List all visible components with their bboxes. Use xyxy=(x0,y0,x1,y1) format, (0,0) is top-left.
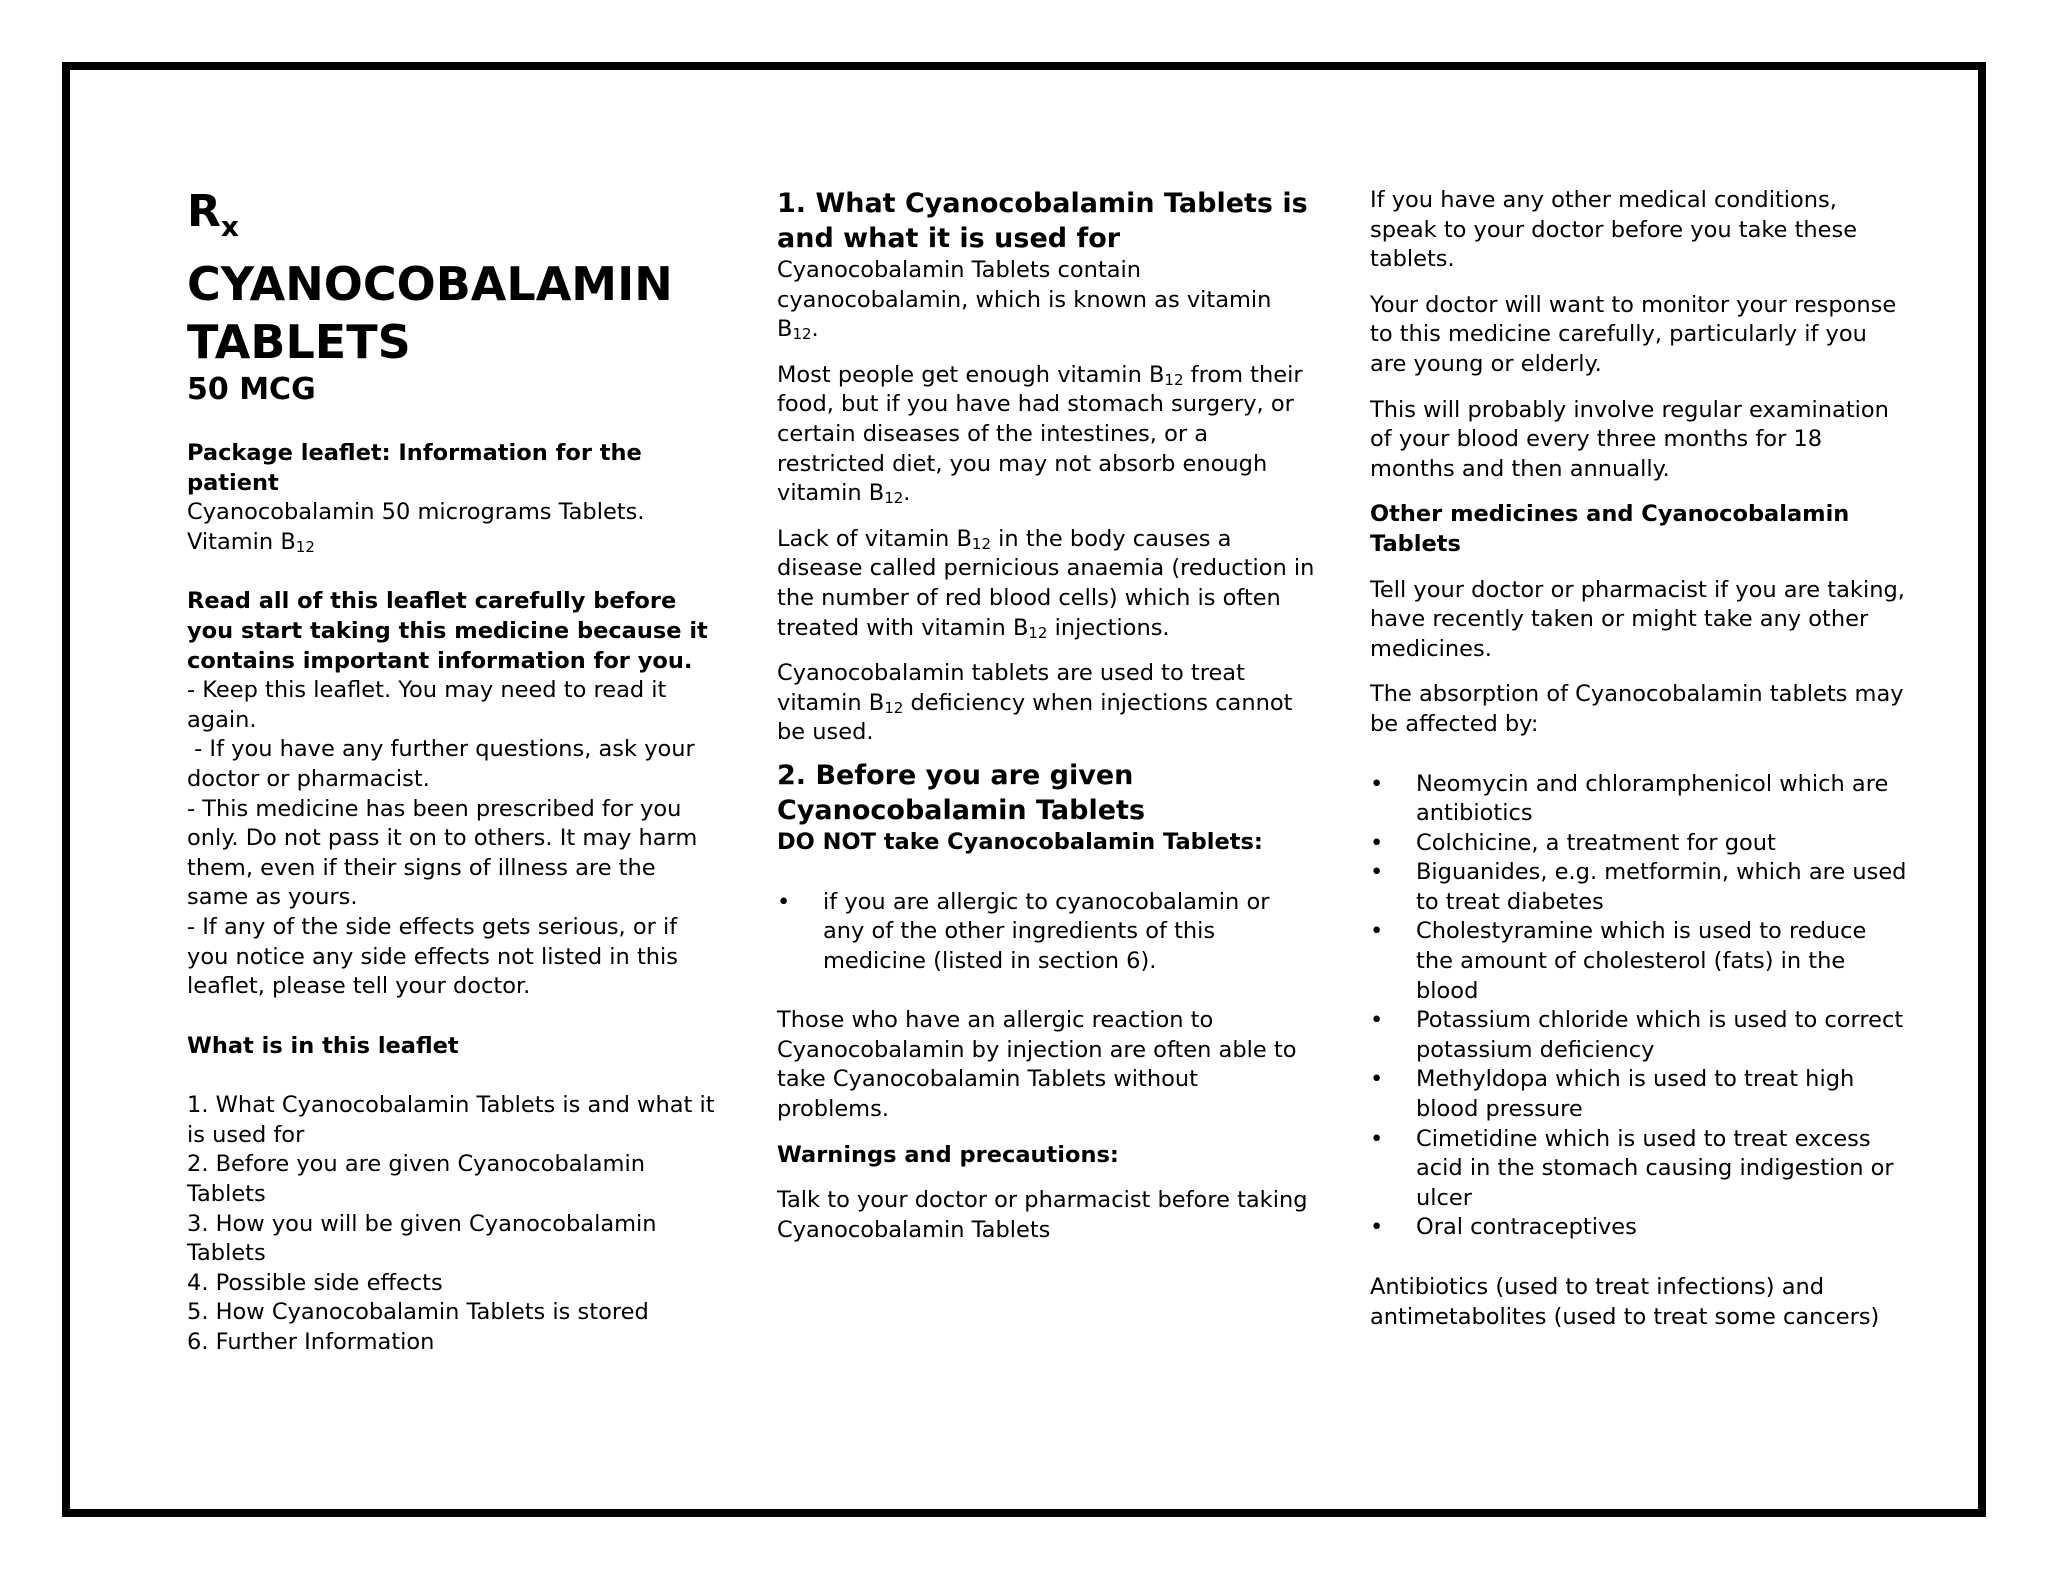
do-not-take-heading: DO NOT take Cyanocobalamin Tablets: xyxy=(777,828,1263,855)
read-item: - If you have any further questions, ask your doctor or pharmacist. xyxy=(187,736,702,792)
bullet-icon: • xyxy=(1370,829,1384,856)
read-item: - This medicine has been prescribed for you only. Do not pass it on to others. It may harm them, even if their signs of illness are the same as yours. xyxy=(187,795,698,911)
allergy-paragraph: Those who have an allergic reaction to Cyanocobalamin by injection are often able to take Cyanocobalamin Tablets without problems. xyxy=(777,1007,1297,1123)
leaflet-heading: Package leaflet: Information for the patient xyxy=(187,440,642,496)
list-item: • Cholestyramine which is used to reduce the amount of cholesterol (fats) in the blood xyxy=(1370,918,1867,1004)
list-item: • Neomycin and chloramphenicol which are antibiotics xyxy=(1370,770,1889,827)
contents-item: 6. Further Information xyxy=(187,1329,435,1356)
contents-item: 1. What Cyanocobalamin Tablets is and what it is used for xyxy=(187,1092,715,1148)
list-item: • Oral contraceptives xyxy=(1370,1213,1910,1243)
product-title xyxy=(187,255,717,371)
bullet-icon: • xyxy=(1370,859,1384,886)
paragraph: The absorption of Cyanocobalamin tablets may be affected by: xyxy=(1370,681,1904,737)
warnings-heading: Warnings and precautions: xyxy=(777,1141,1119,1168)
section-1-paragraph: Cyanocobalamin Tablets contain cyanocobalamin, which is known as vitamin $B_{12}$. xyxy=(777,257,1272,344)
read-item: - If any of the side effects gets serious, or if you notice any side effects not listed in this leaflet, please tell your doctor. xyxy=(187,913,679,1000)
section-1-heading: 1. What Cyanocobalamin Tablets is and what it is used for xyxy=(777,188,1308,254)
section-1-paragraph: Most people get enough vitamin $B_{12}$ from their food, but if you have had stomach surgery, or certain diseases of the intestines, or a restricted diet, you may not absorb enough vitamin $B_{12}$. xyxy=(777,361,1303,508)
contents-item: 3. How you will be given Cyanocobalamin Tablets xyxy=(187,1210,657,1267)
do-not-take-list xyxy=(777,888,1317,977)
read-heading: Read all of this leaflet carefully before you start taking this medicine because it contains important information for you. xyxy=(187,588,708,674)
contents-item: 2. Before you are given Cyanocobalamin Tablets xyxy=(187,1151,645,1208)
paragraph: This will probably involve regular examination of your blood every three months for 18 months and then annually. xyxy=(1370,396,1889,482)
list-item: • Potassium chloride which is used to correct potassium deficiency xyxy=(1370,1007,1904,1063)
rx-symbol: $R_x$ xyxy=(187,186,239,243)
paragraph: Antibiotics (used to treat infections) and antimetabolites (used to treat some cancers) xyxy=(1370,1274,1880,1330)
list-item: • Methyldopa which is used to treat high blood pressure xyxy=(1370,1066,1855,1123)
list-item: • Cimetidine which is used to treat excess acid in the stomach causing indigestion or ulcer xyxy=(1370,1125,1894,1211)
section-1-paragraph: Lack of vitamin $B_{12}$ in the body causes a disease called pernicious anaemia (reduction in the number of red blood cells) which is often treated with vitamin $B_{12}$ injections. xyxy=(777,525,1315,642)
product-strength: 50 MCG xyxy=(187,372,316,407)
interactions-list xyxy=(1370,770,1910,1244)
contents-item: 4. Possible side effects xyxy=(187,1269,443,1296)
paragraph: If you have any other medical conditions, speak to your doctor before you take these tablets. xyxy=(1370,187,1858,273)
contents-item: 5. How Cyanocobalamin Tablets is stored xyxy=(187,1299,649,1326)
product-title-line-1: CYANOCOBALAMIN xyxy=(187,257,673,311)
column-1 xyxy=(187,186,717,1358)
bullet-icon: • xyxy=(1370,1007,1384,1034)
paragraph: Tell your doctor or pharmacist if you are taking, have recently taken or might take any other medicines. xyxy=(1370,576,1905,662)
product-line-1: Cyanocobalamin 50 micrograms Tablets. xyxy=(187,499,645,526)
bullet-icon: • xyxy=(1370,918,1384,945)
read-item: - Keep this leaflet. You may need to read it again. xyxy=(187,677,667,733)
contents-heading: What is in this leaflet xyxy=(187,1032,459,1059)
bullet-icon: • xyxy=(1370,1214,1384,1241)
warnings-text: Talk to your doctor or pharmacist before taking Cyanocobalamin Tablets xyxy=(777,1187,1308,1243)
product-line-2: Vitamin $B_{12}$ xyxy=(187,528,315,556)
bullet-icon: • xyxy=(1370,1125,1384,1152)
paragraph: Your doctor will want to monitor your response to this medicine carefully, particularly if you are young or elderly. xyxy=(1370,291,1897,377)
bullet-icon: • xyxy=(1370,1066,1384,1093)
column-3 xyxy=(1370,186,1910,1332)
section-2-heading: 2. Before you are given Cyanocobalamin Tablets xyxy=(777,759,1146,826)
column-2 xyxy=(777,186,1317,1245)
bullet-icon: • xyxy=(777,888,791,915)
other-medicines-heading: Other medicines and Cyanocobalamin Tablets xyxy=(1370,501,1850,557)
product-title-line-2: TABLETS xyxy=(187,315,411,369)
bullet-icon: • xyxy=(1370,770,1384,797)
list-item: • Colchicine, a treatment for gout xyxy=(1370,829,1910,859)
section-1-paragraph: Cyanocobalamin tablets are used to treat vitamin $B_{12}$ deficiency when injections cannot be used. xyxy=(777,660,1293,746)
list-item: • Biguanides, e.g. metformin, which are used to treat diabetes xyxy=(1370,859,1907,915)
list-item: • if you are allergic to cyanocobalamin or any of the other ingredients of this medicine (listed in section 6). xyxy=(777,888,1270,974)
